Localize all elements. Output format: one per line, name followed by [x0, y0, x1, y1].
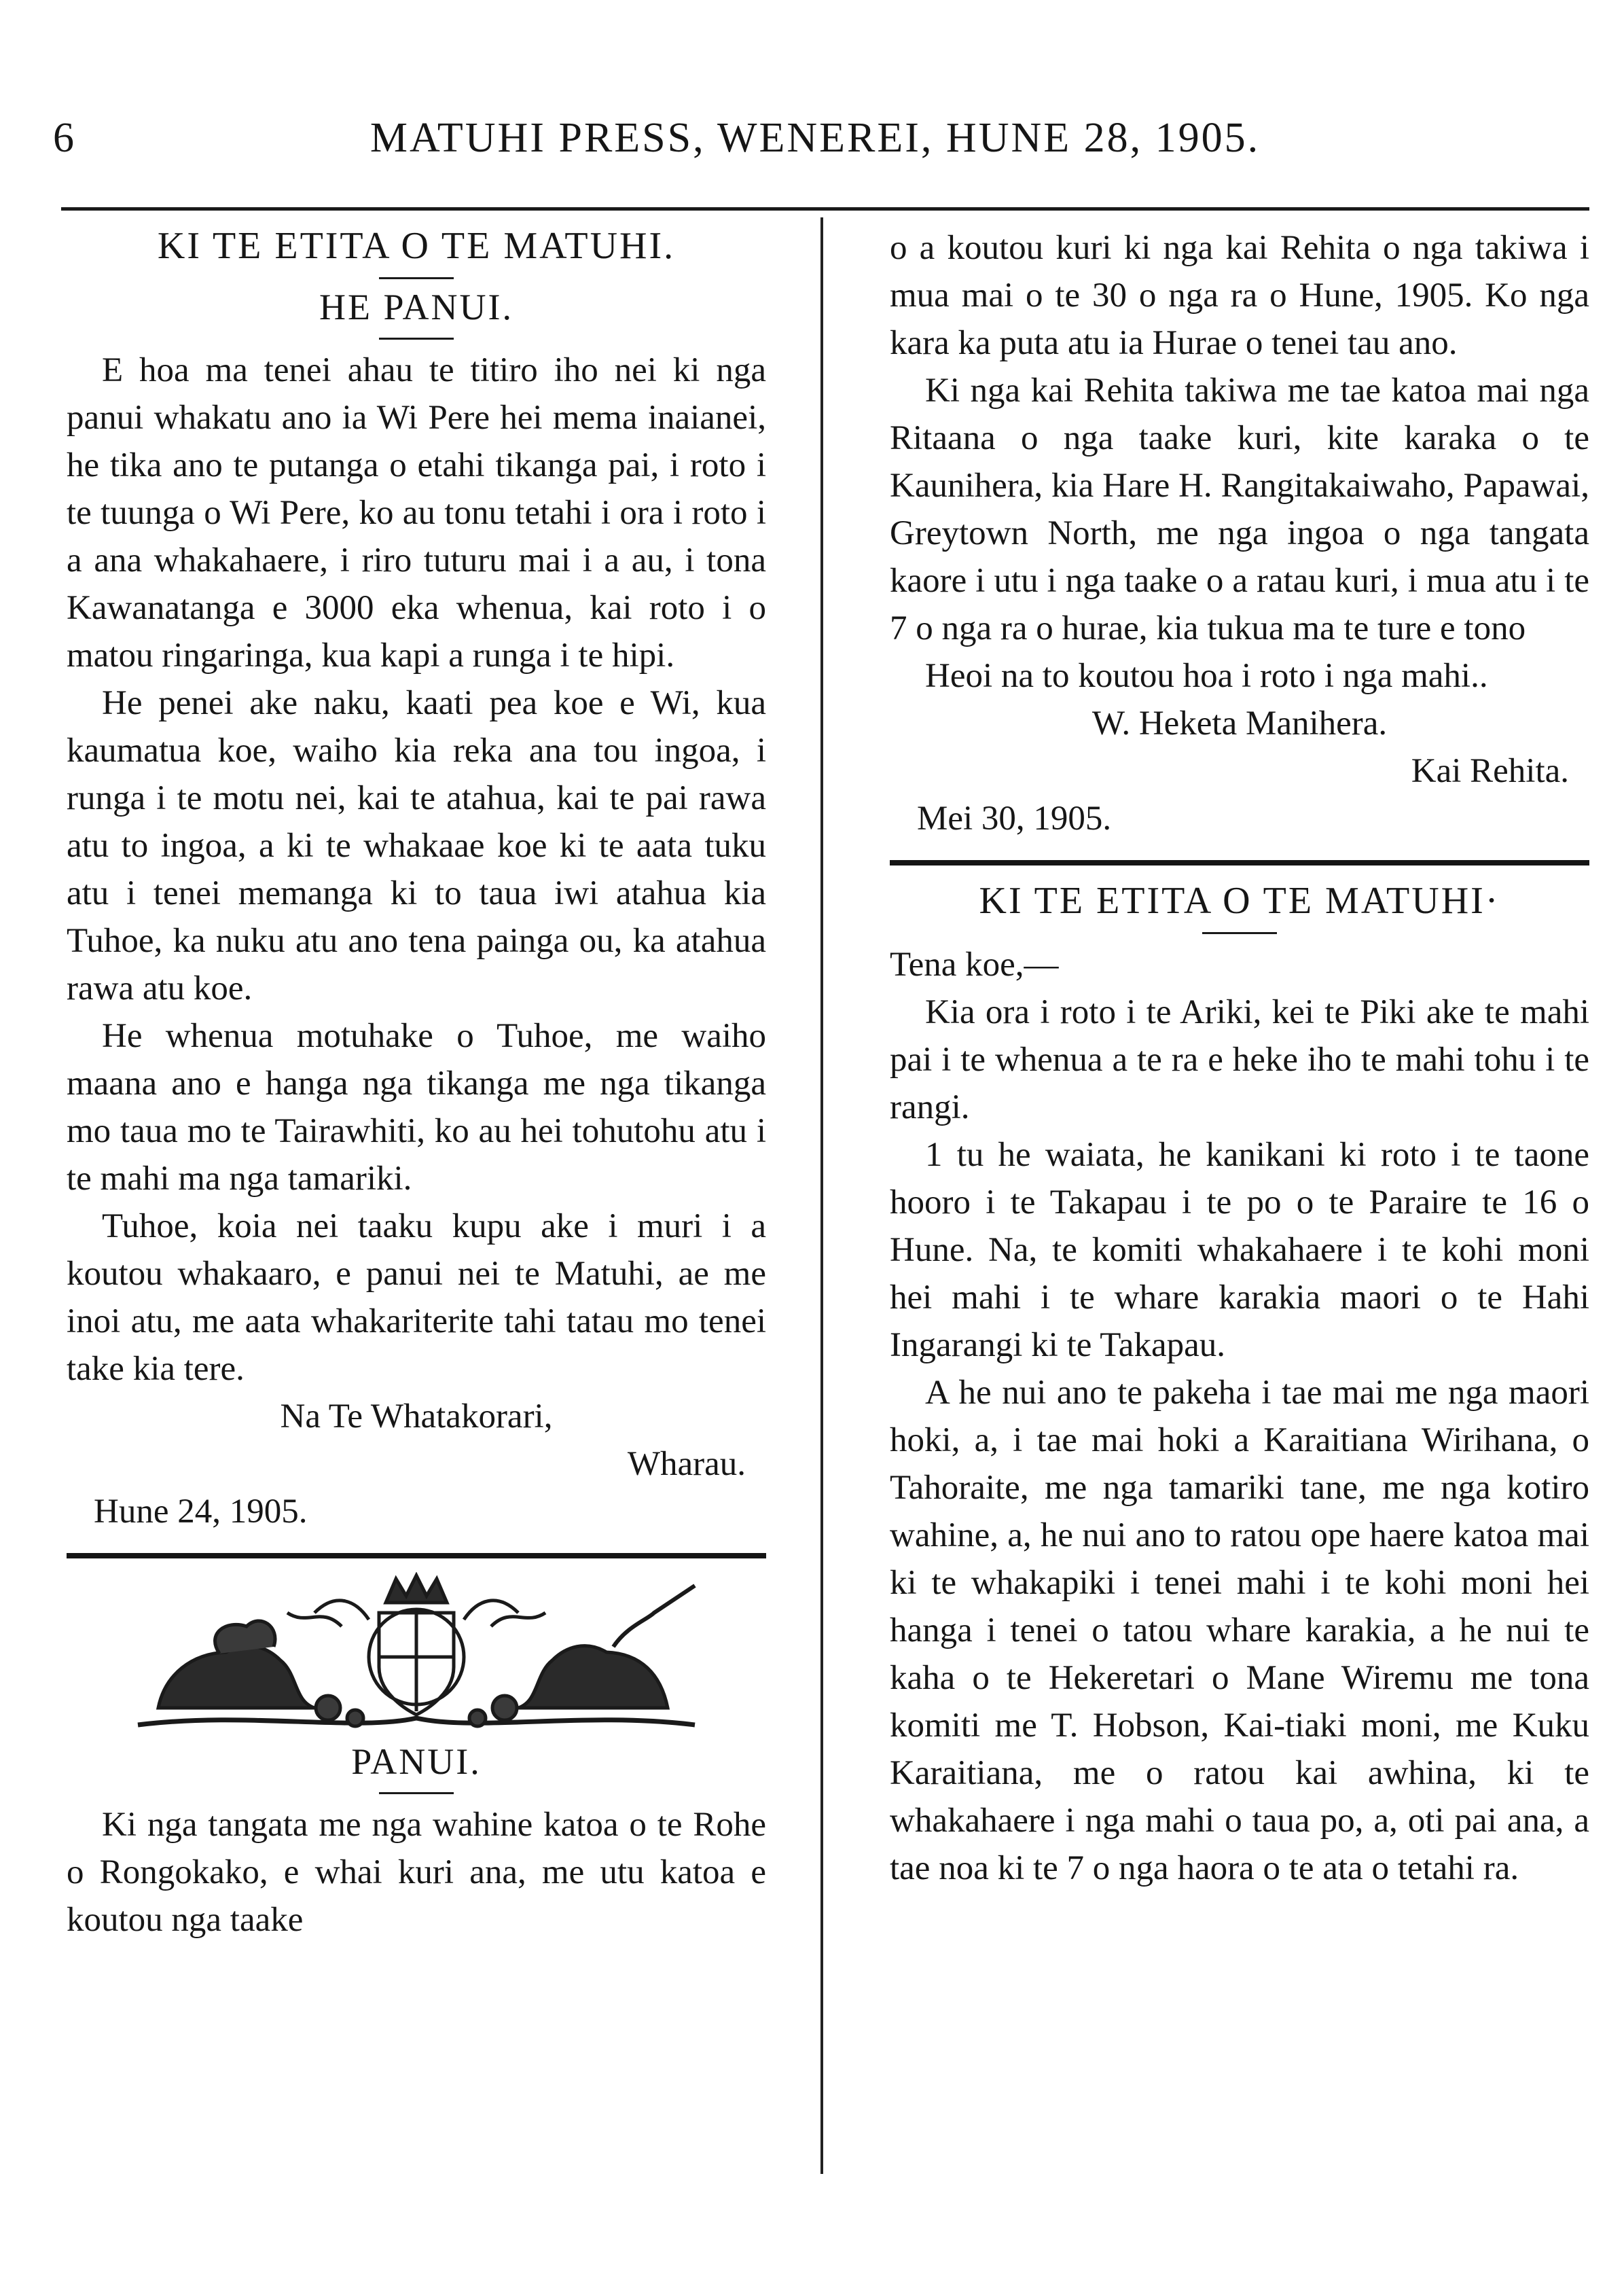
notice-date: Mei 30, 1905.	[917, 800, 1112, 838]
letter-to-editor-2	[890, 879, 1589, 1892]
letter1-signature-name: Na Te Whatakorari,	[280, 1397, 553, 1435]
paragraph: 1 tu he waiata, he kanikani ki roto i te taone hooro i te Takapau i te po o te Paraire te 16 o Hune. Na, te komiti whakahaere i te kohi moni hei mahi i te whare karakia maori o te Hahi Ingarangi ki te Takapau.	[890, 1136, 1589, 1364]
masthead-title: MATUHI PRESS, WENEREI, HUNE 28, 1905.	[369, 115, 1261, 161]
short-rule	[379, 1792, 454, 1794]
running-header	[0, 0, 1624, 204]
paragraph: Kia ora i roto i te Ariki, kei te Piki ake te mahi pai i te whenua a te ra e heke iho te mahi tohu i te rangi.	[890, 993, 1589, 1126]
dog-tax-notice	[67, 1572, 766, 1944]
section-rule	[67, 1553, 766, 1558]
notice-heading: PANUI.	[351, 1741, 482, 1782]
header-rule	[61, 207, 1589, 211]
letter2-body	[890, 941, 1589, 1892]
paragraph: Heoi na to koutou hoa i roto i nga mahi..	[925, 657, 1488, 695]
short-rule	[1202, 932, 1277, 934]
greeting: Tena koe,—	[890, 946, 1059, 984]
letter1-body	[67, 346, 766, 1393]
letter-to-editor-1	[67, 224, 766, 1535]
paragraph: o a koutou kuri ki nga kai Rehita o nga takiwa i mua mai o te 30 o nga ra o Hune, 1905. Ko nga kara ka puta atu ia Hurae o tenei tau ano.	[890, 229, 1589, 362]
page-number: 6	[53, 115, 74, 161]
letter1-signature-place: Wharau.	[627, 1445, 746, 1483]
column-divider	[820, 217, 823, 2174]
notice-signature-name: W. Heketa Manihera.	[1091, 704, 1388, 743]
paragraph: He penei ake naku, kaati pea koe e Wi, kua kaumatua koe, waiho kia reka ana tou ingoa, i runga i te motu nei, kai te atahua, kai te pai rawa atu to ingoa, a ki te whakaae koe ki te aata tuku atu i tenei memanga ki to taua iwi atahua kia Tuhoe, ka nuku atu ano tena painga ou, ka atahua rawa atu koe.	[67, 684, 766, 1007]
letter1-date: Hune 24, 1905.	[94, 1493, 308, 1531]
paragraph: Ki nga kai Rehita takiwa me tae katoa mai nga Ritaana o nga taake kuri, kite karaka o te Kaunihera, kia Hare H. Rangitakaiwaho, Papawai, Greytown North, me nga ingoa o nga tangata kaore i utu i nga taake o a ratau kuri, i mua atu i te 7 o nga ra o hurae, kia tukua ma te ture e tono	[890, 372, 1589, 647]
notice-body-start	[67, 1801, 766, 1944]
paragraph: E hoa ma tenei ahau te titiro iho nei ki nga panui whakatu ano ia Wi Pere hei mema inaianei, he tika ano te putanga o etahi tikanga pai, i roto i te tuunga o Wi Pere, ko au tonu tetahi i ora i roto i a ana whakahaere, i riro tuturu mai i a au, i tona Kawanatanga e 3000 eka whenua, kai roto i o matou ringaringa, kua kapi a runga i te hipi.	[67, 351, 766, 675]
short-rule	[379, 338, 454, 340]
letter1-heading: KI TE ETITA O TE MATUHI.	[157, 225, 676, 267]
notice-signature-role: Kai Rehita.	[1411, 752, 1569, 790]
right-column	[890, 224, 1589, 1892]
royal-coat-of-arms-icon	[111, 1572, 722, 1735]
paragraph: He whenua motuhake o Tuhoe, me waiho maana ano e hanga nga tikanga me nga tikanga mo taua mo te Tairawhiti, ko au hei tohutohu atu i te mahi ma nga tamariki.	[67, 1017, 766, 1198]
short-rule	[379, 277, 454, 279]
paragraph: Ki nga tangata me nga wahine katoa o te Rohe o Rongokako, e whai kuri ana, me utu katoa e koutou nga taake	[67, 1806, 766, 1939]
paragraph: A he nui ano te pakeha i tae mai me nga maori hoki, a, i tae mai hoki a Karaitiana Wirihana, o Tahoraite, me nga tamariki tane, me nga kotiro wahine, a, he nui ano to ratou ope haere katoa mai ki te whakapiki i tenei mahi i te kohi moni hei hanga i tenei o tatou whare karakia, a he nui te kaha o te Hekeretari o Mane Wiremu me tona komiti me T. Hobson, Kai-tiaki moni, me Kuku Karaitiana, me o ratou kai awhina, ki te whakahaere i nga mahi o taua po, a, oti pai ana, a tae noa ki te 7 o nga haora o te ata o tetahi ra.	[890, 1374, 1589, 1887]
section-rule	[890, 860, 1589, 866]
letter1-subheading: HE PANUI.	[319, 287, 514, 327]
paragraph: Tuhoe, koia nei taaku kupu ake i muri i a koutou whakaaro, e panui nei te Matuhi, ae me inoi atu, me aata whakariterite tahi tatau mo tenei take kia tere.	[67, 1207, 766, 1388]
dog-tax-notice-continued	[890, 224, 1589, 842]
notice-body-continued	[890, 224, 1589, 700]
letter2-heading: KI TE ETITA O TE MATUHI·	[979, 880, 1500, 922]
left-column	[67, 224, 766, 1944]
